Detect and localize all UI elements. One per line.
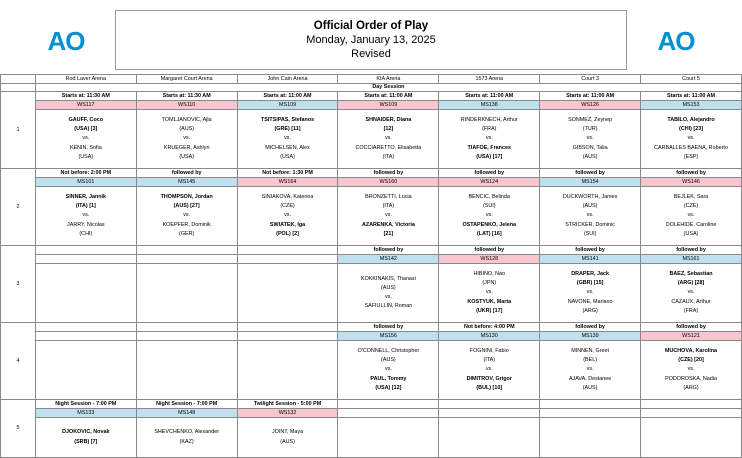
player-1-name: RINDERKNECH, Arthur bbox=[460, 116, 518, 123]
start-time: Starts at: 11:00 AM bbox=[540, 92, 641, 101]
match-code[interactable]: MS141 bbox=[540, 255, 641, 264]
player-1-country: (SUI) bbox=[482, 203, 496, 210]
empty-cell bbox=[237, 255, 338, 264]
player-2-country: (POL) [2] bbox=[276, 230, 299, 237]
match-code[interactable]: MS138 bbox=[439, 101, 540, 110]
player-1-country: (AUS) bbox=[381, 357, 396, 364]
vs-label: vs. bbox=[82, 135, 90, 142]
match-code[interactable]: WS109 bbox=[338, 101, 439, 110]
player-2-name: TIAFOE, Frances bbox=[467, 144, 511, 151]
match-code[interactable]: MS154 bbox=[540, 178, 641, 187]
match-row bbox=[1, 110, 742, 169]
match-code[interactable]: MS161 bbox=[641, 255, 742, 264]
match-code[interactable]: MS130 bbox=[439, 332, 540, 341]
player-2-name: KOEPFER, Dominik bbox=[162, 221, 211, 228]
vs-label: vs. bbox=[687, 135, 695, 142]
empty-cell bbox=[35, 264, 136, 323]
vs-label: vs. bbox=[485, 212, 493, 219]
empty-cell bbox=[237, 264, 338, 323]
match-players[interactable] bbox=[540, 110, 641, 169]
player-2-name: AZARENKA, Victoria bbox=[361, 221, 415, 228]
player-1-name: BEJLEK, Sara bbox=[673, 193, 709, 200]
start-time: followed by bbox=[439, 169, 540, 178]
vs-label: vs. bbox=[284, 212, 291, 219]
player-1-country: (FRA) bbox=[482, 126, 497, 133]
match-row bbox=[1, 264, 742, 323]
player-1-name: GAUFF, Coco bbox=[68, 116, 104, 123]
match-row bbox=[1, 187, 742, 246]
start-time: followed by bbox=[641, 246, 742, 255]
player-1-country: (ITA) bbox=[483, 357, 496, 364]
match-code[interactable]: WS128 bbox=[439, 255, 540, 264]
match-code[interactable]: MS148 bbox=[136, 409, 237, 418]
match-code[interactable]: WS110 bbox=[136, 101, 237, 110]
player-1-country: (CZE) bbox=[280, 203, 295, 210]
player-1-country: (GBR) [15] bbox=[576, 280, 604, 287]
player-1-country: (TUR) bbox=[582, 126, 598, 133]
match-players[interactable] bbox=[35, 187, 136, 246]
player-2-name: SWIATEK, Iga bbox=[269, 221, 306, 228]
player-1-name: TABILO, Alejandro bbox=[667, 116, 715, 123]
empty-cell bbox=[136, 255, 237, 264]
court-name: Margaret Court Arena bbox=[136, 75, 237, 84]
start-time: Starts at: 11:00 AM bbox=[439, 92, 540, 101]
player-1-country: (JPN) bbox=[482, 280, 497, 287]
vs-label: vs. bbox=[82, 212, 90, 219]
empty-cell bbox=[439, 409, 540, 418]
match-code[interactable]: MS133 bbox=[35, 409, 136, 418]
player-1-country: (BEL) bbox=[583, 357, 597, 364]
player-2-name: OSTAPENKO, Jelena bbox=[462, 221, 517, 228]
page-date: Monday, January 13, 2025 bbox=[306, 34, 436, 46]
player-1-country: (AUS) [27] bbox=[173, 203, 200, 210]
player-2-name: DIMITROV, Grigor bbox=[466, 375, 512, 382]
title-box bbox=[115, 10, 627, 70]
empty-cell bbox=[540, 418, 641, 458]
vs-label: vs. bbox=[687, 212, 695, 219]
player-1-country: (CZE) bbox=[683, 203, 699, 210]
empty-cell bbox=[136, 341, 237, 400]
player-2-country: (USA) [12] bbox=[375, 384, 402, 391]
empty-cell bbox=[237, 341, 338, 400]
corner-cell bbox=[1, 75, 36, 84]
start-time: Starts at: 11:30 AM bbox=[35, 92, 136, 101]
player-2-country: (USA) bbox=[280, 153, 295, 160]
match-code[interactable]: MS145 bbox=[136, 178, 237, 187]
empty-cell bbox=[641, 409, 742, 418]
match-players[interactable] bbox=[641, 110, 742, 169]
match-number: 4 bbox=[1, 323, 36, 400]
start-time: Starts at: 11:30 AM bbox=[136, 92, 237, 101]
vs-label: vs. bbox=[586, 289, 594, 296]
court-name: 1573 Arena bbox=[439, 75, 540, 84]
player-1-name: THOMPSON, Jordan bbox=[160, 193, 213, 200]
empty-cell bbox=[439, 400, 540, 409]
court-name: John Cain Arena bbox=[237, 75, 338, 84]
start-time: followed by bbox=[540, 246, 641, 255]
empty-cell bbox=[237, 323, 338, 332]
session-row bbox=[1, 84, 742, 92]
empty-cell bbox=[35, 341, 136, 400]
match-code[interactable]: MS156 bbox=[338, 332, 439, 341]
match-number: 2 bbox=[1, 169, 36, 246]
empty-cell bbox=[338, 409, 439, 418]
player-1-name: MINNEN, Greet bbox=[571, 347, 609, 354]
player-1-name: SINIAKOVA, Katerina bbox=[261, 193, 314, 200]
match-code[interactable]: WS146 bbox=[641, 178, 742, 187]
match-row bbox=[1, 341, 742, 400]
match-code[interactable]: MS153 bbox=[641, 101, 742, 110]
player-2-country: (ARG) bbox=[582, 307, 598, 314]
player-1-country: (AUS) bbox=[179, 126, 195, 133]
vs-label: vs. bbox=[586, 366, 594, 373]
start-time: Twilight Session - 5:00 PM bbox=[237, 400, 338, 409]
match-code[interactable]: MS139 bbox=[540, 332, 641, 341]
player-1-name: HIBINO, Nao bbox=[473, 270, 505, 277]
player-2-country: (BUL) [10] bbox=[476, 384, 503, 391]
player-2-name: MICHELSEN, Alex bbox=[265, 144, 310, 151]
match-players[interactable] bbox=[338, 341, 439, 400]
day-session-label: Day Session bbox=[35, 84, 741, 92]
page-status: Revised bbox=[351, 48, 391, 60]
match-players[interactable] bbox=[237, 187, 338, 246]
player-2-name: PAUL, Tommy bbox=[370, 375, 407, 382]
empty-cell bbox=[35, 246, 136, 255]
empty-cell bbox=[35, 332, 136, 341]
code-row bbox=[1, 332, 742, 341]
match-code[interactable]: WS126 bbox=[540, 101, 641, 110]
empty-cell bbox=[641, 418, 742, 458]
player-1-name: BENCIC, Belinda bbox=[468, 193, 510, 200]
match-number: 1 bbox=[1, 92, 36, 169]
match-number: 5 bbox=[1, 400, 36, 458]
start-time: followed by bbox=[540, 323, 641, 332]
player-1-country: [12] bbox=[383, 126, 394, 133]
player-1-name: JOINT, Maya bbox=[271, 429, 304, 436]
match-number: 3 bbox=[1, 246, 36, 323]
player-1-name: TSITSIPAS, Stefanos bbox=[260, 116, 315, 123]
code-row bbox=[1, 101, 742, 110]
player-1-name: SHNAIDER, Diana bbox=[365, 116, 412, 123]
start-time: Starts at: 11:00 AM bbox=[641, 92, 742, 101]
empty-cell bbox=[136, 264, 237, 323]
empty-cell bbox=[237, 246, 338, 255]
player-1-country: (SRB) [7] bbox=[74, 438, 98, 445]
empty-cell bbox=[338, 418, 439, 458]
vs-label: vs. bbox=[485, 135, 493, 142]
match-players[interactable] bbox=[439, 187, 540, 246]
match-players[interactable] bbox=[136, 187, 237, 246]
player-1-country: (ITA) [1] bbox=[75, 203, 96, 210]
ao-logo-left bbox=[42, 28, 90, 54]
player-1-name: O'CONNELL, Christopher bbox=[357, 347, 420, 354]
empty-cell bbox=[35, 323, 136, 332]
start-time: Starts at: 11:00 AM bbox=[338, 92, 439, 101]
player-1-name: MUCHOVA, Karolina bbox=[665, 347, 718, 354]
player-1-country: (AUS) bbox=[582, 203, 598, 210]
vs-label: vs. bbox=[687, 289, 695, 296]
player-2-name: KOSTYUK, Marta bbox=[467, 298, 512, 305]
empty-cell bbox=[136, 246, 237, 255]
player-2-country: (USA) bbox=[179, 153, 195, 160]
match-code[interactable]: WS160 bbox=[338, 178, 439, 187]
player-2-name: CARBALLES BAENA, Roberto bbox=[654, 144, 728, 151]
player-1-name: BAEZ, Sebastian bbox=[669, 270, 713, 277]
player-2-name: CAZAUX, Arthur bbox=[671, 298, 711, 305]
info-row bbox=[1, 92, 742, 101]
vs-label: vs. bbox=[284, 135, 291, 142]
player-1-name: DJOKOVIC, Novak bbox=[62, 429, 110, 436]
empty-cell bbox=[540, 409, 641, 418]
player-2-name: NAVONE, Mariano bbox=[567, 298, 613, 305]
match-code[interactable]: MS109 bbox=[237, 101, 338, 110]
player-1-name: SINNER, Jannik bbox=[65, 193, 107, 200]
player-1-name: FOGNINI, Fabio bbox=[469, 347, 509, 354]
vs-label: vs. bbox=[586, 212, 594, 219]
empty-cell bbox=[136, 332, 237, 341]
start-time: Not before: 1:30 PM bbox=[237, 169, 338, 178]
vs-label: vs. bbox=[384, 212, 392, 219]
match-code[interactable]: WS164 bbox=[237, 178, 338, 187]
player-1-country: (AUS) bbox=[280, 438, 295, 445]
ao-logo-text: AO bbox=[657, 26, 695, 56]
player-1-country: (USA) [3] bbox=[74, 126, 98, 133]
start-time: followed by bbox=[338, 323, 439, 332]
player-1-country: (KAZ) bbox=[179, 438, 194, 445]
player-1-country: (AUS) bbox=[381, 284, 396, 291]
vs-label: vs. bbox=[384, 366, 392, 373]
player-2-country: (LAT) [16] bbox=[476, 230, 502, 237]
court-name: Rod Laver Arena bbox=[35, 75, 136, 84]
match-code[interactable]: WS132 bbox=[237, 409, 338, 418]
session-blank bbox=[1, 84, 36, 92]
match-players[interactable] bbox=[439, 341, 540, 400]
vs-label: vs. bbox=[183, 212, 191, 219]
match-players[interactable] bbox=[237, 418, 338, 458]
match-players[interactable] bbox=[338, 187, 439, 246]
code-row bbox=[1, 409, 742, 418]
empty-cell bbox=[35, 255, 136, 264]
court-name: Court 3 bbox=[540, 75, 641, 84]
info-row bbox=[1, 169, 742, 178]
match-row bbox=[1, 418, 742, 458]
match-players[interactable] bbox=[540, 341, 641, 400]
match-players[interactable] bbox=[540, 264, 641, 323]
player-2-name: PODOROSKA, Nadia bbox=[665, 375, 717, 382]
empty-cell bbox=[338, 400, 439, 409]
player-2-country: (AUS) bbox=[582, 153, 598, 160]
start-time: followed by bbox=[439, 246, 540, 255]
court-name: KIA Arena bbox=[338, 75, 439, 84]
empty-cell bbox=[136, 323, 237, 332]
info-row bbox=[1, 246, 742, 255]
code-row bbox=[1, 255, 742, 264]
start-time: Not before: 4:00 PM bbox=[439, 323, 540, 332]
player-1-country: (CHI) [23] bbox=[679, 126, 703, 133]
player-1-name: SHEVCHENKO, Alexander bbox=[154, 429, 220, 436]
player-2-name: SAFIULLIN, Roman bbox=[364, 303, 413, 310]
player-2-country: (CHI) bbox=[79, 230, 93, 237]
player-1-name: SONMEZ, Zeynep bbox=[568, 116, 613, 123]
empty-cell bbox=[540, 400, 641, 409]
vs-label: vs. bbox=[384, 135, 392, 142]
match-code[interactable]: WS124 bbox=[439, 178, 540, 187]
match-code[interactable]: MS142 bbox=[338, 255, 439, 264]
match-players[interactable] bbox=[641, 187, 742, 246]
player-2-country: (USA) bbox=[78, 153, 94, 160]
player-1-name: DRAPER, Jack bbox=[571, 270, 609, 277]
vs-label: vs. bbox=[586, 135, 594, 142]
code-row bbox=[1, 178, 742, 187]
player-1-country: (CZE) [20] bbox=[678, 357, 704, 364]
match-players[interactable] bbox=[338, 110, 439, 169]
player-2-country: (ESP) bbox=[683, 153, 699, 160]
start-time: Night Session - 7:00 PM bbox=[35, 400, 136, 409]
player-2-name: GIBSON, Talia bbox=[572, 144, 608, 151]
player-2-name: KENIN, Sofia bbox=[69, 144, 102, 151]
court-name: Court 5 bbox=[641, 75, 742, 84]
player-2-country: (USA) bbox=[683, 230, 699, 237]
player-2-name: COCCIARETTO, Elisabetta bbox=[355, 144, 422, 151]
player-1-name: TOMLJANOVIC, Ajla bbox=[161, 116, 212, 123]
start-time: followed by bbox=[641, 323, 742, 332]
start-time: followed by bbox=[540, 169, 641, 178]
player-1-country: (ITA) bbox=[382, 203, 395, 210]
player-2-name: JARRY, Nicolas bbox=[67, 221, 105, 228]
player-2-country: (FRA) bbox=[683, 307, 699, 314]
player-2-country: (USA) [17] bbox=[476, 153, 503, 160]
match-code[interactable]: WS117 bbox=[35, 101, 136, 110]
start-time: followed by bbox=[338, 169, 439, 178]
player-1-name: DUCKWORTH, James bbox=[562, 193, 618, 200]
player-2-country: (ARG) bbox=[683, 384, 699, 391]
player-2-country: [21] bbox=[383, 230, 394, 237]
page-title: Official Order of Play bbox=[313, 20, 429, 32]
start-time: followed by bbox=[641, 169, 742, 178]
match-code[interactable]: MS101 bbox=[35, 178, 136, 187]
player-1-country: (ARG) [28] bbox=[677, 280, 705, 287]
player-2-name: DOLEHIDE, Caroline bbox=[665, 221, 717, 228]
start-time: followed by bbox=[136, 169, 237, 178]
player-2-name: AJAVA, Destanee bbox=[568, 375, 612, 382]
ao-logo-right bbox=[652, 28, 700, 54]
empty-cell bbox=[439, 418, 540, 458]
info-row bbox=[1, 323, 742, 332]
empty-cell bbox=[641, 400, 742, 409]
player-1-name: BRONZETTI, Lucia bbox=[365, 193, 412, 200]
start-time: Night Session - 7:00 PM bbox=[136, 400, 237, 409]
empty-cell bbox=[237, 332, 338, 341]
player-2-name: STRICKER, Dominic bbox=[565, 221, 615, 228]
start-time: Starts at: 11:00 AM bbox=[237, 92, 338, 101]
match-players[interactable] bbox=[641, 341, 742, 400]
player-2-name: KRUEGER, Ashlyn bbox=[163, 144, 210, 151]
match-players[interactable] bbox=[439, 110, 540, 169]
match-players[interactable] bbox=[136, 418, 237, 458]
vs-label: vs. bbox=[183, 135, 191, 142]
player-2-country: (UKR) [17] bbox=[476, 307, 503, 314]
player-1-name: KOKKINAKIS, Thanasi bbox=[361, 275, 416, 282]
court-header-row bbox=[1, 75, 742, 84]
vs-label: vs. bbox=[384, 294, 392, 300]
vs-label: vs. bbox=[687, 366, 695, 373]
match-players[interactable] bbox=[439, 264, 540, 323]
start-time: Not before: 2:00 PM bbox=[35, 169, 136, 178]
match-players[interactable] bbox=[641, 264, 742, 323]
start-time: followed by bbox=[338, 246, 439, 255]
match-players[interactable] bbox=[338, 264, 439, 323]
vs-label: vs. bbox=[485, 289, 493, 296]
info-row bbox=[1, 400, 742, 409]
match-players[interactable] bbox=[35, 110, 136, 169]
player-2-country: (SUI) bbox=[583, 230, 597, 237]
player-1-country: (GRE) [11] bbox=[274, 126, 301, 133]
player-2-country: (GER) bbox=[179, 230, 195, 237]
player-2-country: (AUS) bbox=[582, 384, 598, 391]
match-code[interactable]: WS121 bbox=[641, 332, 742, 341]
match-players[interactable] bbox=[136, 110, 237, 169]
match-players[interactable] bbox=[35, 418, 136, 458]
order-of-play-table bbox=[0, 74, 742, 458]
vs-label: vs. bbox=[485, 366, 493, 373]
match-players[interactable] bbox=[540, 187, 641, 246]
player-2-country: (ITA) bbox=[382, 153, 395, 160]
match-players[interactable] bbox=[237, 110, 338, 169]
ao-logo-text: AO bbox=[47, 26, 85, 56]
